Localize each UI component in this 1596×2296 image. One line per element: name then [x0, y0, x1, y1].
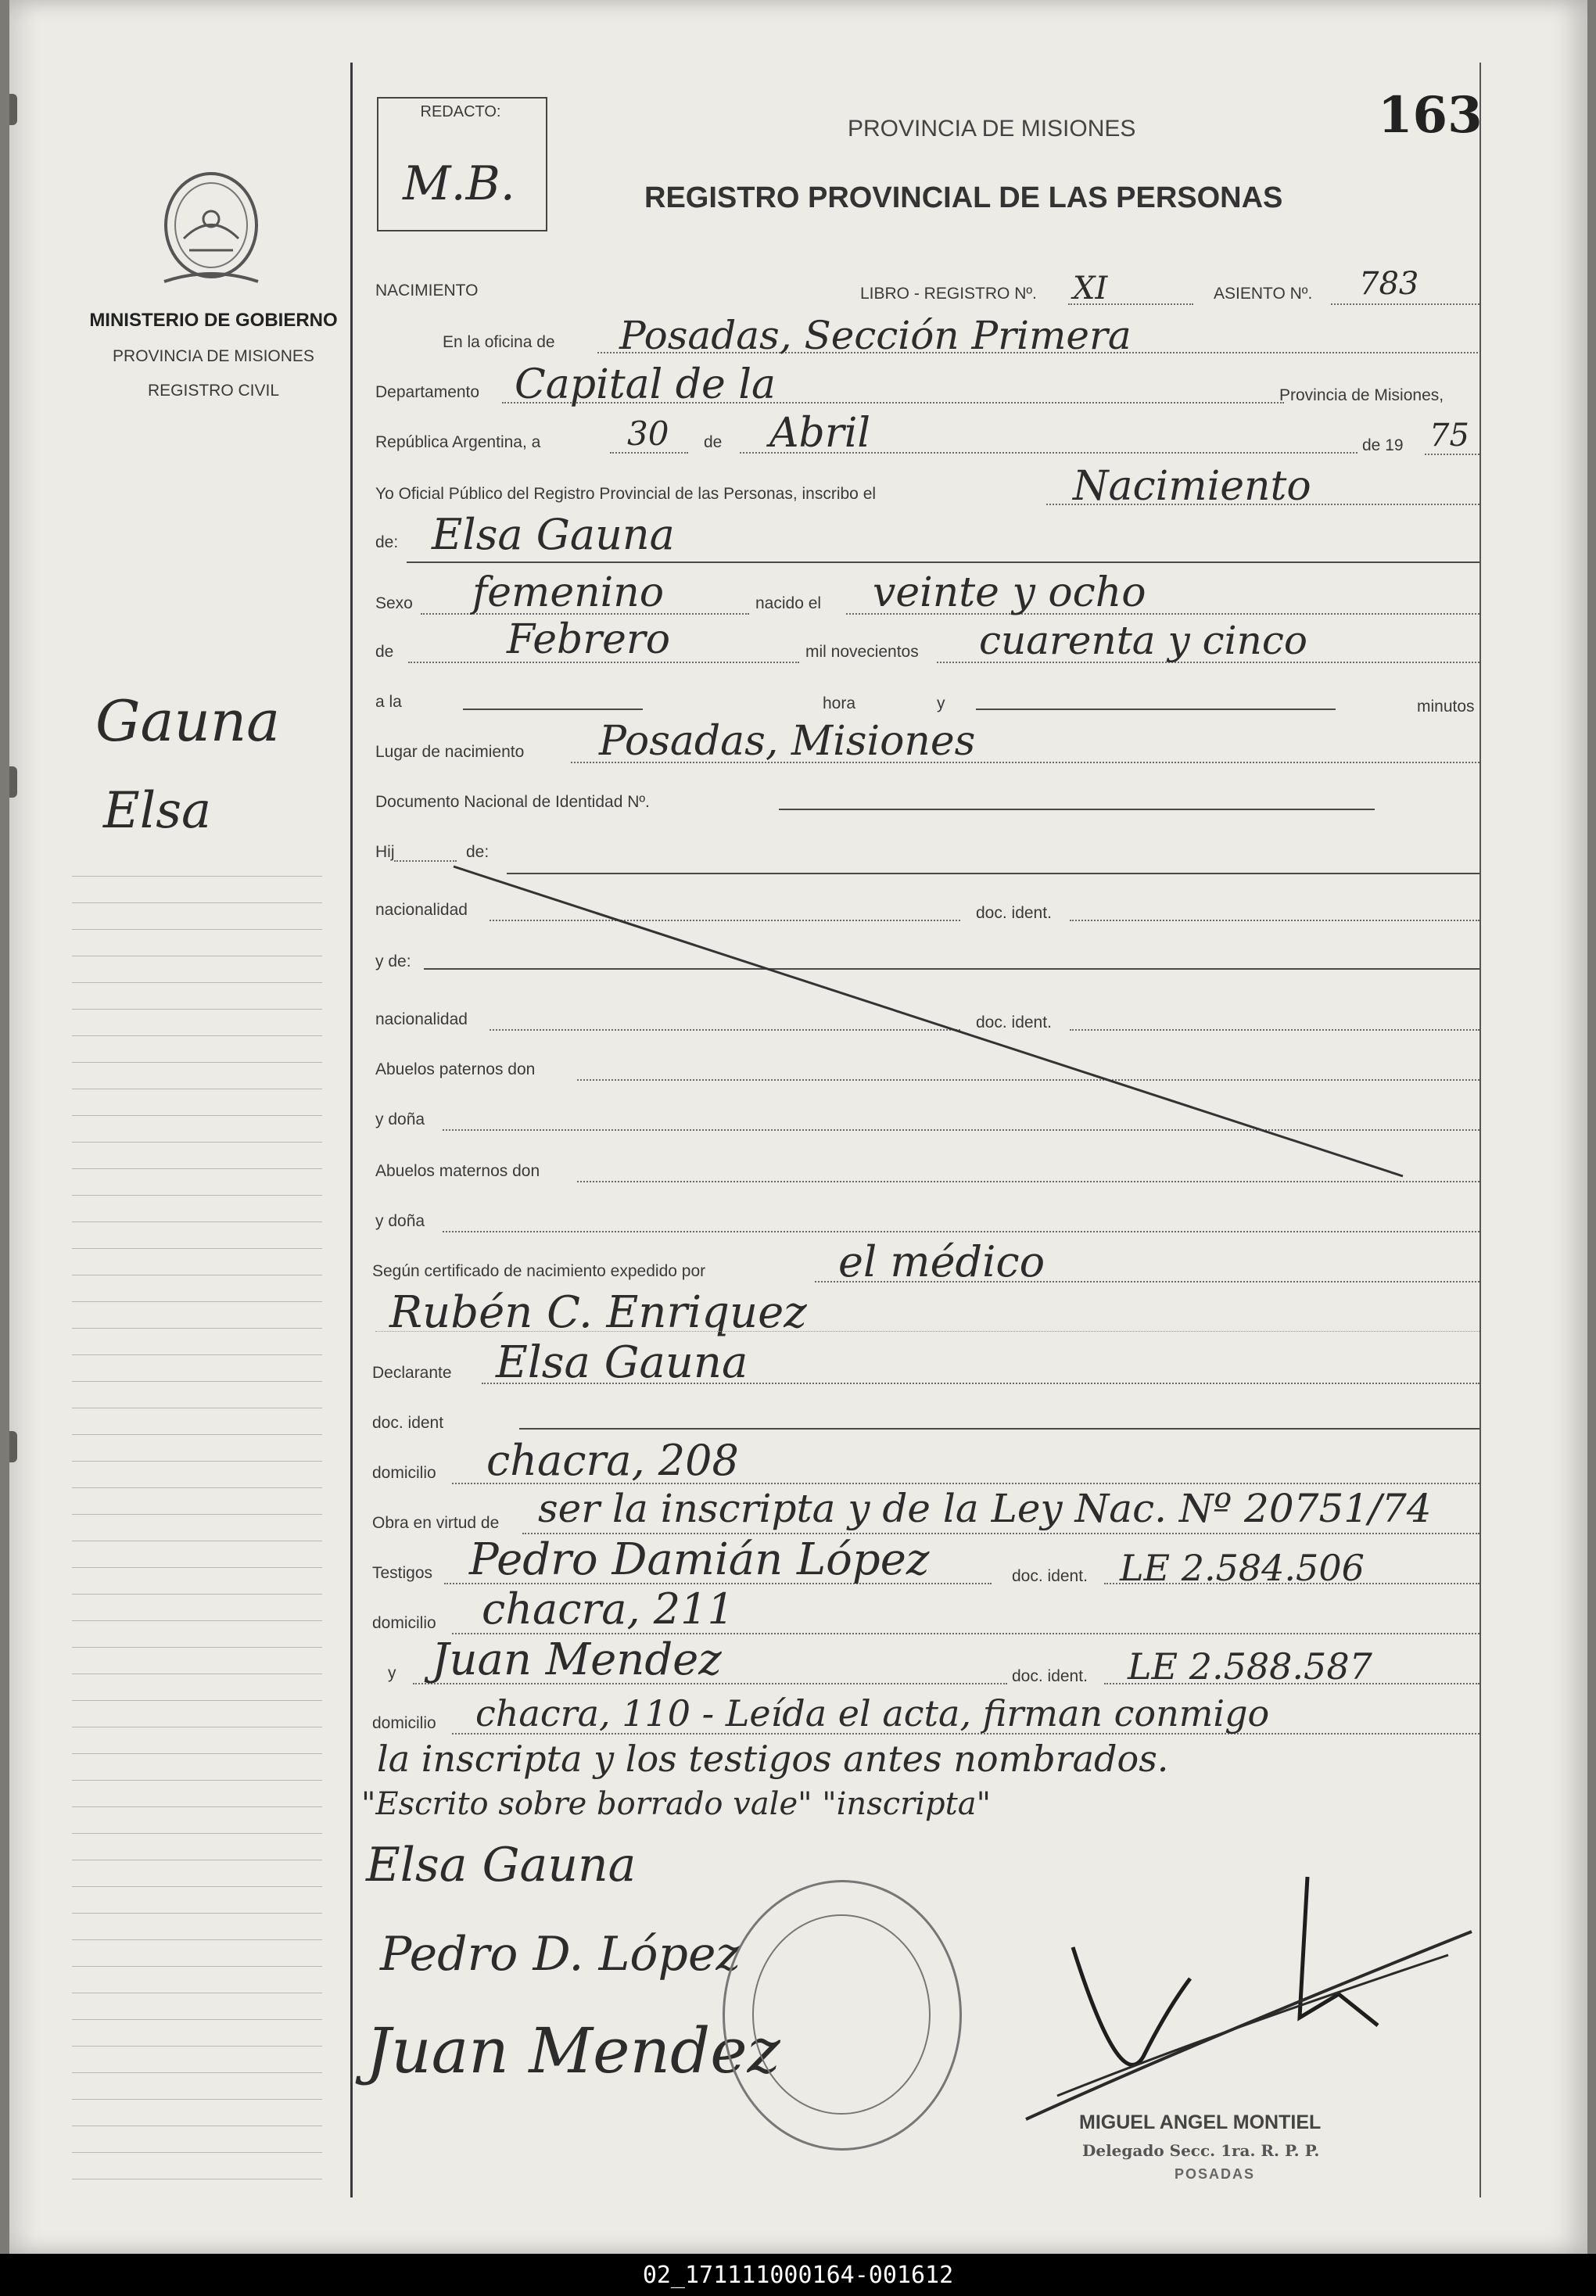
nombre-value: Elsa Gauna: [432, 510, 675, 559]
docident2-label: doc. ident.: [976, 1013, 1052, 1031]
redacto-initials: M.B.: [403, 156, 515, 211]
hij-label: Hij: [375, 843, 395, 861]
lugar-label: Lugar de nacimiento: [375, 743, 525, 761]
obra-label: Obra en virtud de: [372, 1514, 500, 1532]
ruled-line: [72, 1913, 322, 1914]
ruled-line: [72, 1142, 322, 1143]
signature-inscripta: Elsa Gauna: [366, 1838, 637, 1892]
declarante-label: Declarante: [372, 1364, 452, 1382]
domicilio1-label: domicilio: [372, 1464, 436, 1482]
ruled-line: [72, 982, 322, 983]
ruled-line: [72, 1328, 322, 1329]
domicilio3-label: domicilio: [372, 1714, 436, 1732]
mes-value: Abril: [769, 410, 870, 457]
ruled-line: [72, 2072, 322, 2073]
left-province-name: PROVINCIA DE MISIONES: [113, 347, 314, 365]
ala-label: a la: [375, 693, 402, 711]
ruled-line: [72, 1514, 322, 1515]
margin-line: [350, 63, 353, 2197]
dia-value: 30: [627, 414, 669, 453]
libro-value: XI: [1073, 271, 1108, 307]
sexo-label: Sexo: [375, 594, 413, 612]
right-border-line: [1479, 63, 1481, 2197]
mes-nac-label: de: [375, 643, 394, 661]
ruled-line: [72, 929, 322, 930]
nacionalidad2-label: nacionalidad: [375, 1010, 468, 1028]
domicilio2-label: domicilio: [372, 1614, 436, 1632]
docident3-label: doc. ident: [372, 1414, 444, 1432]
ruled-line: [72, 1966, 322, 1967]
republica-label: República Argentina, a: [375, 433, 541, 451]
oficina-label: En la oficina de: [443, 333, 555, 351]
ruled-line: [72, 1062, 322, 1063]
ruled-line: [72, 1833, 322, 1834]
nacido-label: nacido el: [755, 594, 822, 612]
abuelos-maternos-label: Abuelos maternos don: [375, 1162, 540, 1180]
madre-de-label: y de:: [375, 952, 411, 970]
ruled-line: [72, 1753, 322, 1754]
page-title: REGISTRO PROVINCIAL DE LAS PERSONAS: [644, 181, 1283, 214]
asiento-label: ASIENTO Nº.: [1214, 285, 1313, 303]
oficina-value: Posadas, Sección Primera: [619, 313, 1132, 358]
departamento-label: Departamento: [375, 383, 480, 401]
ruled-line: [72, 1195, 322, 1196]
official-signature-icon: [1010, 1861, 1479, 2143]
testigos-label: Testigos: [372, 1564, 433, 1582]
ruled-line: [72, 1035, 322, 1036]
docident5-label: doc. ident.: [1012, 1667, 1088, 1685]
abuelos-paternos-label: Abuelos paternos don: [375, 1060, 536, 1078]
signature-testigo1: Pedro D. López: [380, 1927, 741, 1982]
ruled-line: [72, 1248, 322, 1249]
ydona1-label: y doña: [375, 1110, 425, 1128]
ruled-line: [72, 2046, 322, 2047]
ruled-line: [72, 1168, 322, 1169]
domicilio1-value: chacra, 208: [486, 1436, 739, 1485]
ruled-line: [72, 1461, 322, 1462]
ruled-line: [72, 1434, 322, 1435]
continuation-line-2: "Escrito sobre borrado vale" "inscripta": [361, 1786, 991, 1822]
provincial-emblem-icon: [149, 164, 274, 289]
provincia-label: Provincia de Misiones,: [1279, 386, 1444, 404]
ruled-line: [72, 1009, 322, 1010]
nacionalidad-label: nacionalidad: [375, 901, 468, 919]
continuation-line-1: la inscripta y los testigos antes nombrados.: [377, 1738, 1169, 1780]
libro-label: LIBRO - REGISTRO Nº.: [860, 285, 1037, 303]
sexo-value: femenino: [472, 569, 665, 616]
hora-label: hora: [823, 694, 856, 712]
official-name: MIGUEL ANGEL MONTIEL: [1079, 2111, 1322, 2133]
official-title: Delegado Secc. 1ra. R. P. P.: [1082, 2141, 1320, 2160]
ruled-line: [72, 2099, 322, 2100]
ruled-line: [72, 1115, 322, 1116]
minutos-label: minutos: [1417, 698, 1475, 716]
domicilio2-value: chacra, 211: [482, 1584, 734, 1634]
medico-name: Rubén C. Enriquez: [389, 1287, 807, 1338]
docident4-label: doc. ident.: [1012, 1567, 1088, 1585]
domicilio3-value: chacra, 110 - Leída el acta, firman conmigo: [475, 1692, 1270, 1735]
padre-de-label: de:: [466, 843, 490, 861]
testigo2-name: Juan Mendez: [432, 1634, 722, 1685]
ruled-line: [72, 1780, 322, 1781]
y-label: y: [937, 694, 945, 712]
testigo1-doc: LE 2.584.506: [1120, 1547, 1365, 1589]
mil-label: mil novecientos: [805, 643, 919, 661]
page-number: 163: [1378, 86, 1483, 145]
ruled-line: [72, 1354, 322, 1355]
ydona2-label: y doña: [375, 1212, 425, 1230]
registry-name: REGISTRO CIVIL: [147, 382, 280, 400]
ruled-line: [72, 1381, 322, 1382]
ministry-name: MINISTERIO DE GOBIERNO: [89, 310, 338, 331]
record-type-label: NACIMIENTO: [375, 282, 479, 300]
oficial-label: Yo Oficial Público del Registro Provincial de las Personas, inscribo el: [375, 485, 877, 503]
y2-label: y: [388, 1664, 396, 1682]
ruled-line: [72, 1301, 322, 1302]
docident-label: doc. ident.: [976, 904, 1052, 922]
ruled-line: [72, 876, 322, 877]
ruled-line: [72, 1647, 322, 1648]
ruled-line: [72, 1620, 322, 1621]
declarante-value: Elsa Gauna: [496, 1337, 748, 1388]
certificado-label: Según certificado de nacimiento expedido por: [372, 1262, 706, 1280]
ruled-line: [72, 1567, 322, 1568]
asiento-value: 783: [1359, 266, 1419, 302]
register-page: [9, 0, 1587, 2254]
ruled-line: [72, 1594, 322, 1595]
anio-label: de 19: [1362, 436, 1404, 454]
oficial-value: Nacimiento: [1073, 463, 1311, 510]
ruled-line: [72, 1487, 322, 1488]
lugar-value: Posadas, Misiones: [599, 718, 976, 765]
de-label: de: [704, 433, 723, 451]
testigo1-name: Pedro Damián López: [469, 1534, 930, 1585]
ruled-line: [72, 1939, 322, 1940]
obra-value: ser la inscripta y de la Ley Nac. Nº 20751/74: [538, 1486, 1432, 1531]
certificado-value: el médico: [838, 1237, 1045, 1286]
anio-nac-value: cuarenta y cinco: [979, 618, 1307, 663]
anio-value: 75: [1429, 418, 1469, 454]
ruled-line: [72, 1700, 322, 1701]
ruled-line: [72, 2019, 322, 2020]
ruled-line: [72, 1886, 322, 1887]
ruled-line: [72, 902, 322, 903]
departamento-value: Capital de la: [515, 361, 776, 408]
margin-note-name: Elsa: [103, 782, 212, 840]
ruled-line: [72, 2152, 322, 2153]
binding-hole: [9, 1431, 17, 1462]
nacido-value: veinte y ocho: [873, 569, 1146, 616]
header-province: PROVINCIA DE MISIONES: [848, 116, 1136, 142]
ruled-line: [72, 1806, 322, 1807]
margin-note-surname: Gauna: [95, 688, 281, 754]
testigo2-doc: LE 2.588.587: [1128, 1645, 1372, 1688]
dni-label: Documento Nacional de Identidad Nº.: [375, 793, 650, 811]
official-city: POSADAS: [1175, 2166, 1256, 2182]
mes-nac-value: Febrero: [507, 616, 671, 663]
cancel-diagonal-line: [447, 860, 1409, 1189]
redacto-label: REDACTO:: [420, 103, 501, 120]
image-id-footer: 02_171111000164-001612: [0, 2254, 1596, 2296]
signature-testigo2: Juan Mendez: [366, 2014, 780, 2087]
binding-hole: [9, 766, 17, 798]
nombre-label: de:: [375, 533, 399, 551]
binding-hole: [9, 94, 17, 125]
